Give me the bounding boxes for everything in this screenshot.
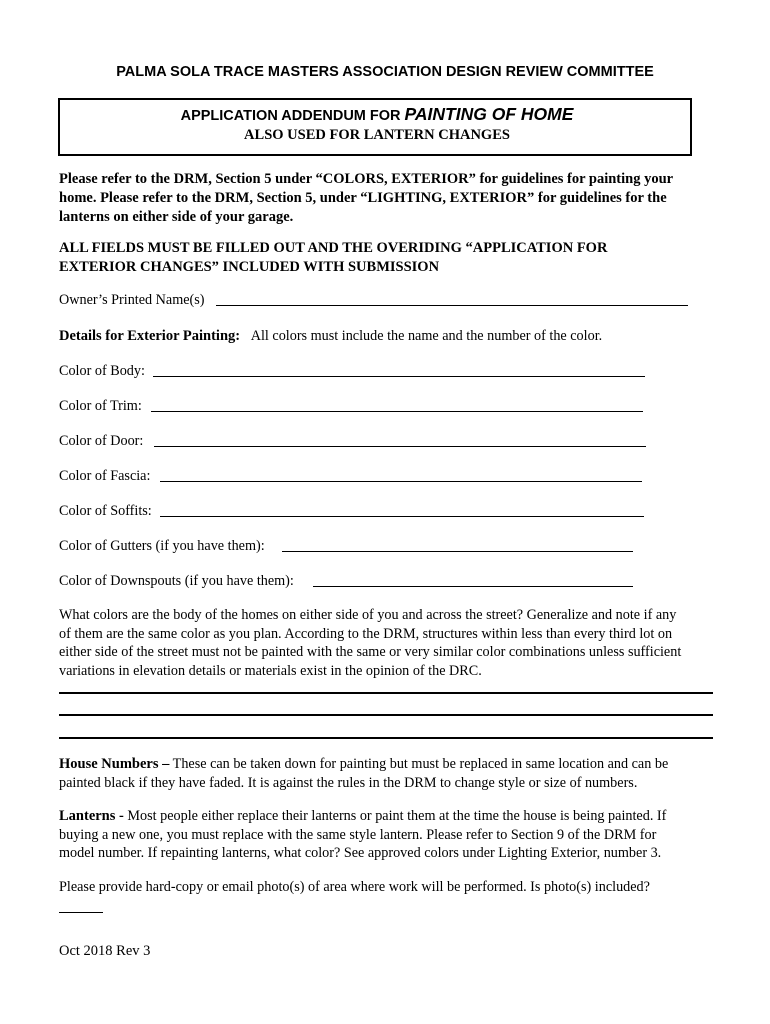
neighbors-answer-line-1[interactable]	[59, 692, 713, 694]
document-header-title: PALMA SOLA TRACE MASTERS ASSOCIATION DESIGN REVIEW COMMITTEE	[116, 64, 654, 80]
neighbors-paragraph	[59, 606, 719, 680]
house-numbers-line	[59, 755, 719, 774]
neighbors-answer-line-3[interactable]	[59, 737, 713, 739]
owner-name-label: Owner’s Printed Name(s)	[59, 292, 205, 308]
color-door-label: Color of Door:	[59, 433, 144, 449]
title-emphasis: PAINTING OF HOME	[404, 104, 574, 124]
revision-footer: Oct 2018 Rev 3	[59, 943, 151, 959]
intro-line: Please refer to the DRM, Section 5 under “COLORS, EXTERIOR” for guidelines for painting your	[59, 171, 674, 187]
neighbors-line: either side of the street must not be painted with the same or very similar color combinations unless sufficient	[59, 644, 682, 660]
intro-line: lanterns on either side of your garage.	[59, 209, 294, 225]
photo-question: Please provide hard-copy or email photo(s) of area where work will be performed. Is photo(s) included?	[59, 879, 650, 895]
details-note: All colors must include the name and the number of the color.	[250, 328, 603, 344]
neighbors-answer-line-2[interactable]	[59, 714, 713, 716]
lanterns-line: model number. If repainting lanterns, what color? See approved colors under Lighting Exterior, number 3.	[59, 845, 662, 861]
house-numbers-line: painted black if they have faded. It is against the rules in the DRM to change style or size of numbers.	[59, 774, 638, 791]
color-body-label: Color of Body:	[59, 363, 145, 379]
color-door-field[interactable]	[154, 446, 646, 447]
owner-name-field[interactable]	[216, 305, 688, 306]
color-soffits-field[interactable]	[160, 516, 644, 517]
color-fascia-field[interactable]	[160, 481, 642, 482]
house-numbers-text: These can be taken down for painting but must be replaced in same location and can be	[169, 756, 669, 772]
details-row	[59, 328, 602, 345]
neighbors-line: variations in elevation details or materials exist in the opinion of the DRC.	[59, 662, 482, 679]
warning-paragraph	[59, 239, 709, 277]
warning-line: ALL FIELDS MUST BE FILLED OUT AND THE OVERIDING “APPLICATION FOR	[59, 240, 608, 256]
details-label: Details for Exterior Painting:	[59, 328, 241, 344]
intro-paragraph	[59, 170, 709, 227]
lanterns-text: Most people either replace their lanterns or paint them at the time the house is being painted. If	[123, 808, 667, 824]
color-trim-field[interactable]	[151, 411, 643, 412]
title-box	[58, 98, 692, 156]
lanterns-paragraph	[59, 807, 719, 863]
neighbors-line: of them are the same color as you plan. According to the DRM, structures within less than every third lot on	[59, 625, 673, 642]
color-downspouts-label: Color of Downspouts (if you have them):	[59, 573, 294, 589]
lanterns-line	[59, 807, 719, 826]
warning-line: EXTERIOR CHANGES” INCLUDED WITH SUBMISSION	[59, 259, 440, 275]
color-gutters-field[interactable]	[282, 551, 633, 552]
lanterns-label: Lanterns -	[59, 808, 124, 824]
color-downspouts-field[interactable]	[313, 586, 633, 587]
lanterns-line: buying a new one, you must replace with the same style lantern. Please refer to Section 9 of the DRM for	[59, 826, 657, 843]
title-subtitle: ALSO USED FOR LANTERN CHANGES	[244, 127, 510, 143]
color-fascia-label: Color of Fascia:	[59, 468, 151, 484]
color-gutters-label: Color of Gutters (if you have them):	[59, 538, 265, 554]
neighbors-line: What colors are the body of the homes on either side of you and across the street? Generalize and note if any	[59, 607, 677, 623]
title-line	[60, 104, 694, 125]
photo-answer-field[interactable]	[59, 912, 103, 913]
color-trim-label: Color of Trim:	[59, 398, 142, 414]
color-soffits-label: Color of Soffits:	[59, 503, 152, 519]
title-prefix: APPLICATION ADDENDUM FOR	[180, 108, 405, 124]
house-numbers-paragraph	[59, 755, 719, 792]
intro-line: home. Please refer to the DRM, Section 5, under “LIGHTING, EXTERIOR” for guidelines for the	[59, 190, 667, 206]
color-body-field[interactable]	[153, 376, 645, 377]
house-numbers-label: House Numbers –	[59, 756, 170, 772]
